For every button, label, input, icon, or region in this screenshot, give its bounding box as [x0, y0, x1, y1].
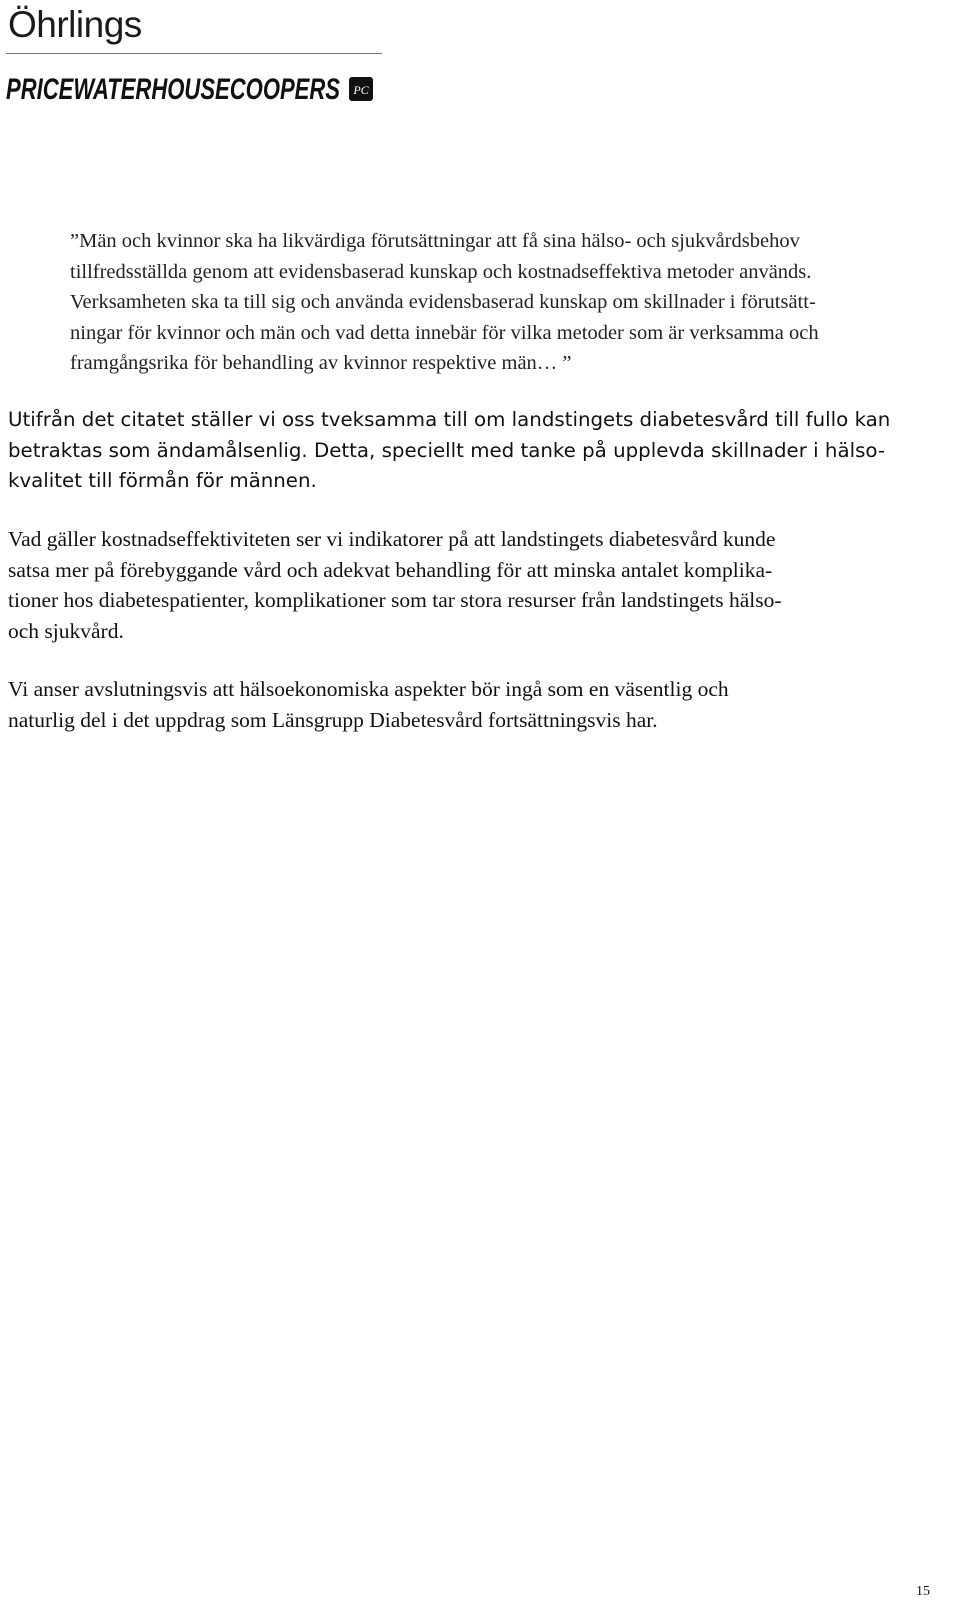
- pwc-square-logo-icon: [349, 77, 373, 101]
- page-number: 15: [916, 1584, 930, 1599]
- pricewaterhousecoopers-logo: [4, 64, 384, 114]
- document-header: [0, 0, 390, 120]
- paragraph-line: kvalitet till förmån för männen.: [8, 469, 317, 492]
- body-paragraph: [8, 405, 933, 497]
- paragraph-line: Utifrån det citatet ställer vi oss tveksamma till om landstingets diabetesvård till fullo kan: [8, 408, 891, 431]
- paragraph-line: betraktas som ändamålsenlig. Detta, speciellt med tanke på upplevda skillnader i hälso-: [8, 438, 885, 462]
- paragraph-line: Vi anser avslutningsvis att hälsoekonomiska aspekter bör ingå som en väsentlig och: [8, 677, 729, 701]
- paragraph-line: och sjukvård.: [8, 618, 124, 643]
- paragraph-line: Vad gäller kostnadseffektiviteten ser vi indikatorer på att landstingets diabetesvård kunde: [8, 527, 776, 551]
- quote-line: ”Män och kvinnor ska ha likvärdiga förutsättningar att få sina hälso- och sjukvårdsbehov: [70, 230, 800, 252]
- body-paragraph: [8, 674, 933, 735]
- header-divider: [6, 53, 382, 54]
- brand-name: Öhrlings: [8, 4, 142, 45]
- body-paragraph: [8, 524, 933, 646]
- quoted-passage: [70, 226, 930, 379]
- quote-line: tillfredsställda genom att evidensbaserad kunskap och kostnadseffektiva metoder används.: [70, 260, 812, 283]
- paragraph-line: satsa mer på förebyggande vård och adekvat behandling för att minska antalet komplika-: [8, 557, 773, 582]
- pwc-wordmark-text: PRICEWATERHOUSECOOPERS: [6, 73, 340, 106]
- quote-line: ningar för kvinnor och män och vad detta innebär för vilka metoder som är verksamma och: [70, 321, 819, 344]
- svg-text:PC: PC: [353, 83, 369, 97]
- paragraph-line: tioner hos diabetespatienter, komplikationer som tar stora resurser från landstingets hälso-: [8, 588, 782, 612]
- quote-line: Verksamheten ska ta till sig och använda evidensbaserad kunskap om skillnader i förutsätt-: [70, 291, 816, 313]
- paragraph-line: naturlig del i det uppdrag som Länsgrupp Diabetesvård fortsättningsvis har.: [8, 707, 658, 732]
- quote-line: framgångsrika för behandling av kvinnor respektive män… ”: [70, 352, 572, 374]
